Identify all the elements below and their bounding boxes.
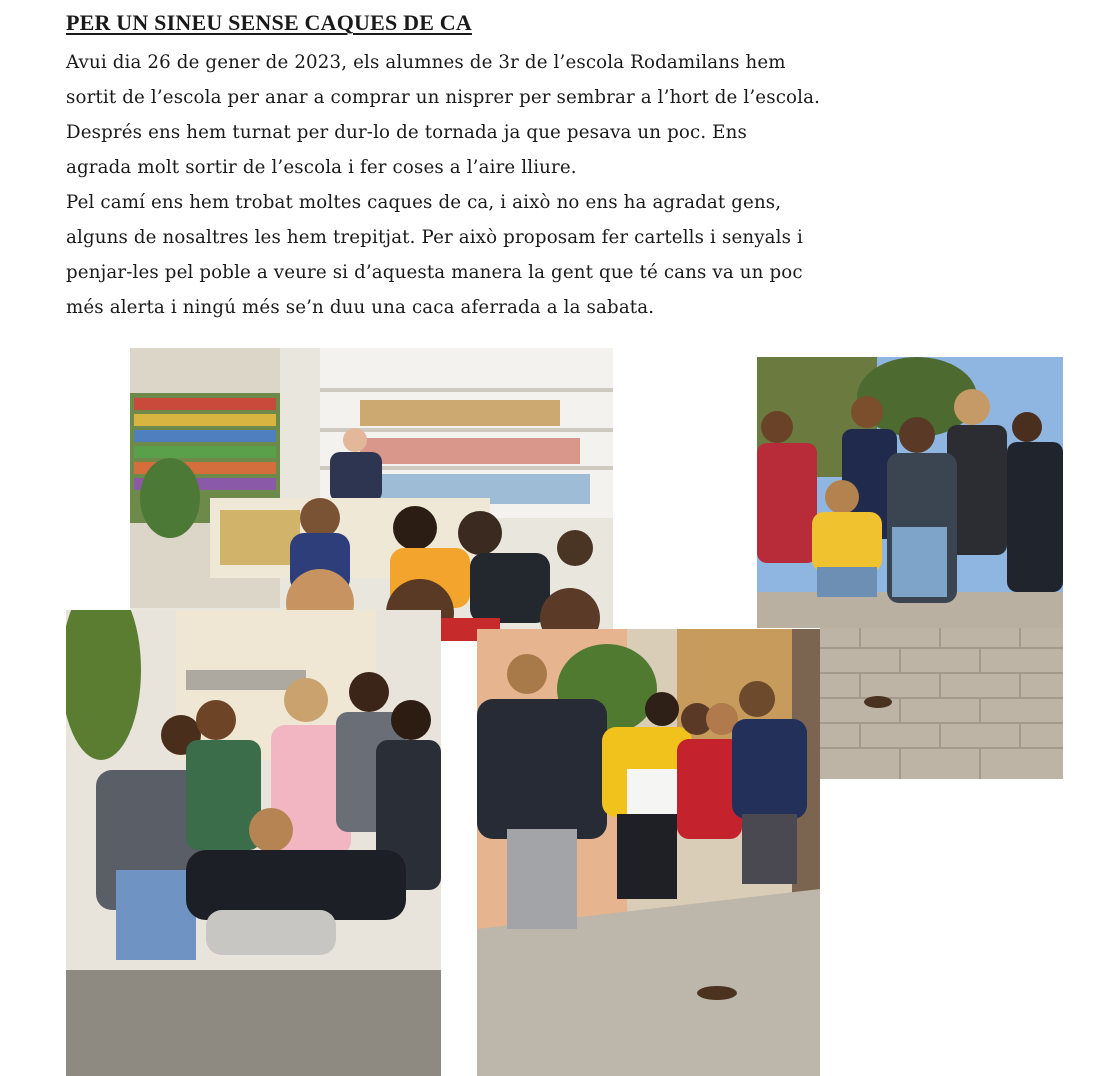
article-paragraph [66,45,966,325]
paragraph-line: Pel camí ens hem trobat moltes caques de ca, i això no ens ha agradat gens, [66,192,782,213]
paragraph-line: penjar-les pel poble a veure si d’aquesta manera la gent que té cans va un poc [66,262,803,283]
photo-kids-group-right [757,357,1063,628]
photo-sidewalk-dropping [820,628,1063,779]
paragraph-line: Avui dia 26 de gener de 2023, els alumnes de 3r de l’escola Rodamilans hem [66,52,786,73]
paragraph-line: Després ens hem turnat per dur-lo de tornada ja que pesava un poc. Ens [66,122,747,143]
paragraph-line: agrada molt sortir de l’escola i fer coses a l’aire lliure. [66,157,577,178]
paragraph-line: més alerta i ningú més se’n duu una caca aferrada a la sabata. [66,297,655,318]
document-title: PER UN SINEU SENSE CAQUES DE CA [66,10,472,35]
photo-kids-group-left [66,610,441,1076]
photo-kids-group-middle [477,629,820,1076]
paragraph-line: alguns de nosaltres les hem trepitjat. Per això proposam fer cartells i senyals i [66,227,803,248]
paragraph-line: sortit de l’escola per anar a comprar un nisprer per sembrar a l’hort de l’escola. [66,87,821,108]
photo-seed-shop [130,348,613,641]
